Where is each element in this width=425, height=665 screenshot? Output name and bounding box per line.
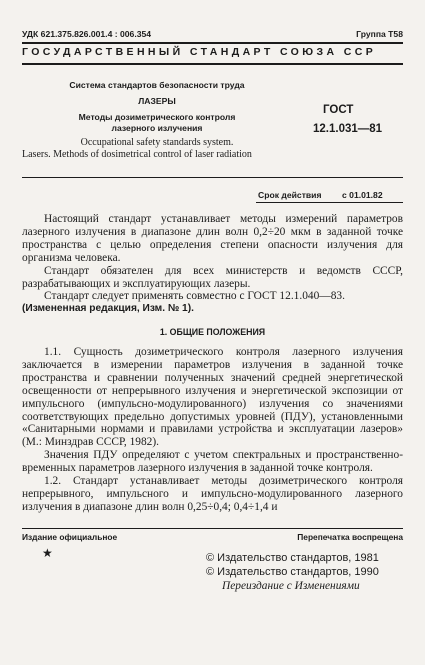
section-1-body bbox=[22, 346, 403, 514]
validity-underline bbox=[256, 202, 403, 203]
standard-title: ГОСУДАРСТВЕННЫЙ СТАНДАРТ СОЮЗА ССР bbox=[22, 46, 377, 58]
footer-rule bbox=[22, 528, 403, 529]
english-title-line2: Lasers. Methods of dosimetrical control of laser radiation bbox=[22, 149, 252, 160]
methods-title-line2: лазерного излучения bbox=[111, 123, 203, 133]
title-rule bbox=[22, 177, 403, 178]
intro-paragraph-2: Стандарт обязателен для всех министерств и ведомств СССР, разрабатывающих и эксплуатирующих лазеры. bbox=[22, 264, 403, 290]
intro-paragraph-3: Стандарт следует применять совместно с ГОСТ 12.1.040—83. bbox=[44, 290, 345, 303]
section-1-paragraph-3: 1.2. Стандарт устанавливает методы дозиметрического контроля непрерывного, импульсного и импульсно-модулированного лазерного излучения в диапазоне длин волн 0,25÷0,4; 0,4÷1,4 и bbox=[22, 475, 403, 513]
header-rule-bottom bbox=[22, 63, 403, 65]
reissue-note: Переиздание с Изменениями bbox=[222, 580, 360, 592]
gost-number: 12.1.031—81 bbox=[313, 123, 383, 135]
copyright-1990: © Издательство стандартов, 1990 bbox=[206, 566, 379, 578]
section-1-paragraph-1: 1.1. Сущность дозиметрического контроля лазерного излучения заключается в измерении параметров излучения в заданной точке пространства и сравнении полученных значений средней энергетической освещенности от непрерывного излучения и энергетической экспозиции от импульсного (импульсно-модулированного) излучения со значениями соответствующих предельно допустимых уровней (ПДУ), установленными «Санитарными нормами и правилами устройства и эксплуатации лазеров» (М.: Минздрав СССР, 1982). bbox=[22, 346, 403, 449]
copyright-1981: © Издательство стандартов, 1981 bbox=[206, 552, 379, 564]
group-code: Группа Т58 bbox=[356, 29, 403, 39]
section-1-heading: 1. ОБЩИЕ ПОЛОЖЕНИЯ bbox=[159, 327, 266, 337]
star-icon: ★ bbox=[42, 546, 53, 560]
section-1-paragraph-2: Значения ПДУ определяют с учетом спектральных и пространственно-временных параметров лазерного излучения в заданной точке контроля. bbox=[22, 449, 403, 475]
english-title-line1: Occupational safety standards system. bbox=[80, 137, 234, 148]
intro-block bbox=[22, 213, 403, 316]
intro-amendment-note: (Измененная редакция, Изм. № 1). bbox=[22, 303, 194, 315]
udk-code: УДК 621.375.826.001.4 : 006.354 bbox=[22, 29, 152, 39]
methods-title-line1: Методы дозиметрического контроля bbox=[78, 112, 236, 122]
gost-label: ГОСТ bbox=[323, 104, 354, 116]
header-rule-top bbox=[22, 42, 403, 44]
topic-title: ЛАЗЕРЫ bbox=[138, 96, 176, 106]
intro-paragraph-1: Настоящий стандарт устанавливает методы измерений параметров лазерного излучения в диапазоне длин волн 0,2÷20 мкм в заданной точке пространства с целью определения степени опасности излучения для организма человека. bbox=[22, 213, 403, 264]
official-edition: Издание официальное bbox=[22, 532, 118, 542]
system-title: Система стандартов безопасности труда bbox=[69, 80, 245, 90]
no-reprint-notice: Перепечатка воспрещена bbox=[297, 532, 403, 542]
validity-value: с 01.01.82 bbox=[342, 190, 383, 200]
validity-label: Срок действия bbox=[258, 190, 322, 200]
